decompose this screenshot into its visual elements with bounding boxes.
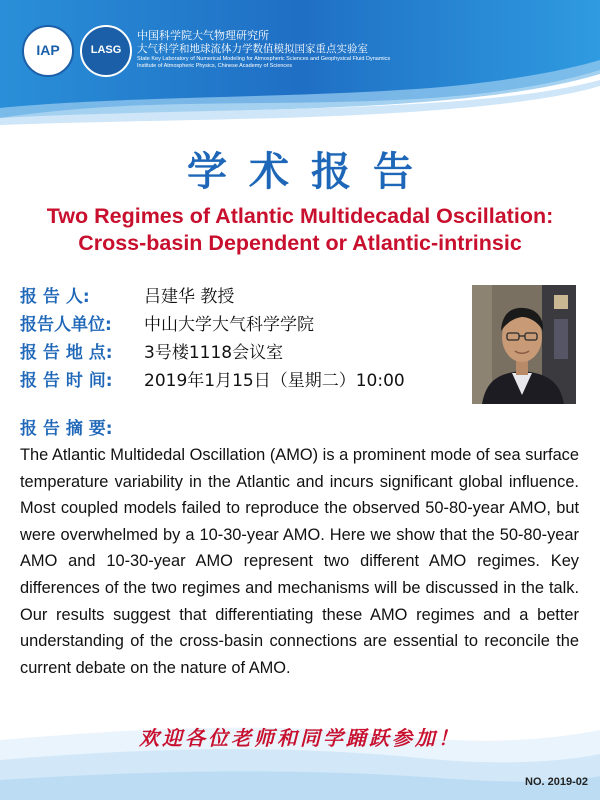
info-row-location: [20, 339, 405, 367]
iap-logo: [22, 25, 74, 77]
welcome-message: 欢迎各位老师和同学踊跃参加！: [139, 726, 461, 750]
speaker-value: 吕建华 教授: [144, 287, 235, 307]
info-row-time: [20, 367, 405, 395]
location-label: 报 告 地 点:: [20, 343, 113, 363]
time-label: 报 告 时 间:: [20, 371, 113, 391]
talk-title: [0, 203, 600, 257]
institute-cn-2: 大气科学和地球流体力学数值模拟国家重点实验室: [137, 43, 368, 55]
talk-info: [20, 283, 405, 395]
info-row-affiliation: [20, 311, 405, 339]
speaker-label: 报 告 人:: [20, 287, 90, 307]
abstract-label: 报 告 摘 要:: [20, 419, 113, 439]
lasg-logo-text: LASG: [90, 44, 122, 56]
institute-en-2: Institute of Atmospheric Physics, Chinese Academy of Sciences: [137, 63, 292, 69]
poster-number: NO. 2019-02: [525, 776, 588, 788]
institute-names: [137, 30, 390, 70]
lasg-logo: [80, 25, 132, 77]
talk-title-line-2: Cross-basin Dependent or Atlantic-intrinsic: [78, 231, 522, 255]
iap-logo-text: IAP: [36, 42, 60, 58]
speaker-photo: [472, 285, 576, 404]
institute-en-1: State Key Laboratory of Numerical Modeling for Atmospheric Sciences and Geophysical Fluid Dynamics: [137, 56, 391, 62]
speaker-portrait: [472, 285, 576, 404]
header-banner: [0, 0, 600, 125]
affiliation-label: 报告人单位:: [20, 315, 112, 335]
talk-title-line-1: Two Regimes of Atlantic Multidecadal Oscillation:: [46, 204, 554, 228]
affiliation-value: 中山大学大气科学学院: [144, 315, 314, 335]
time-value: 2019年1月15日（星期二）10:00: [144, 371, 405, 391]
abstract-text: The Atlantic Multidedal Oscillation (AMO) is a prominent mode of sea surface temperature variability in the Atlantic and incurs significant global influence. Most coupled models failed to reproduce the observed 50-80-year AMO, but were overwhelmed by a 10-30-year AMO. Here we show that the 50-80-year AMO and 10-30-year AMO represent two different AMO regimes. Key differences of the two regimes and mechanisms will be discussed in the talk. Our results suggest that differentiating these AMO regimes and a better understanding of the cross-basin connections are essential to reconcile the current debate on the nature of AMO.: [20, 446, 579, 677]
institute-cn-1: 中国科学院大气物理研究所: [137, 30, 269, 42]
location-value: 3号楼1118会议室: [144, 343, 284, 363]
info-row-speaker: [20, 283, 405, 311]
headline: 学术报告: [187, 149, 435, 195]
